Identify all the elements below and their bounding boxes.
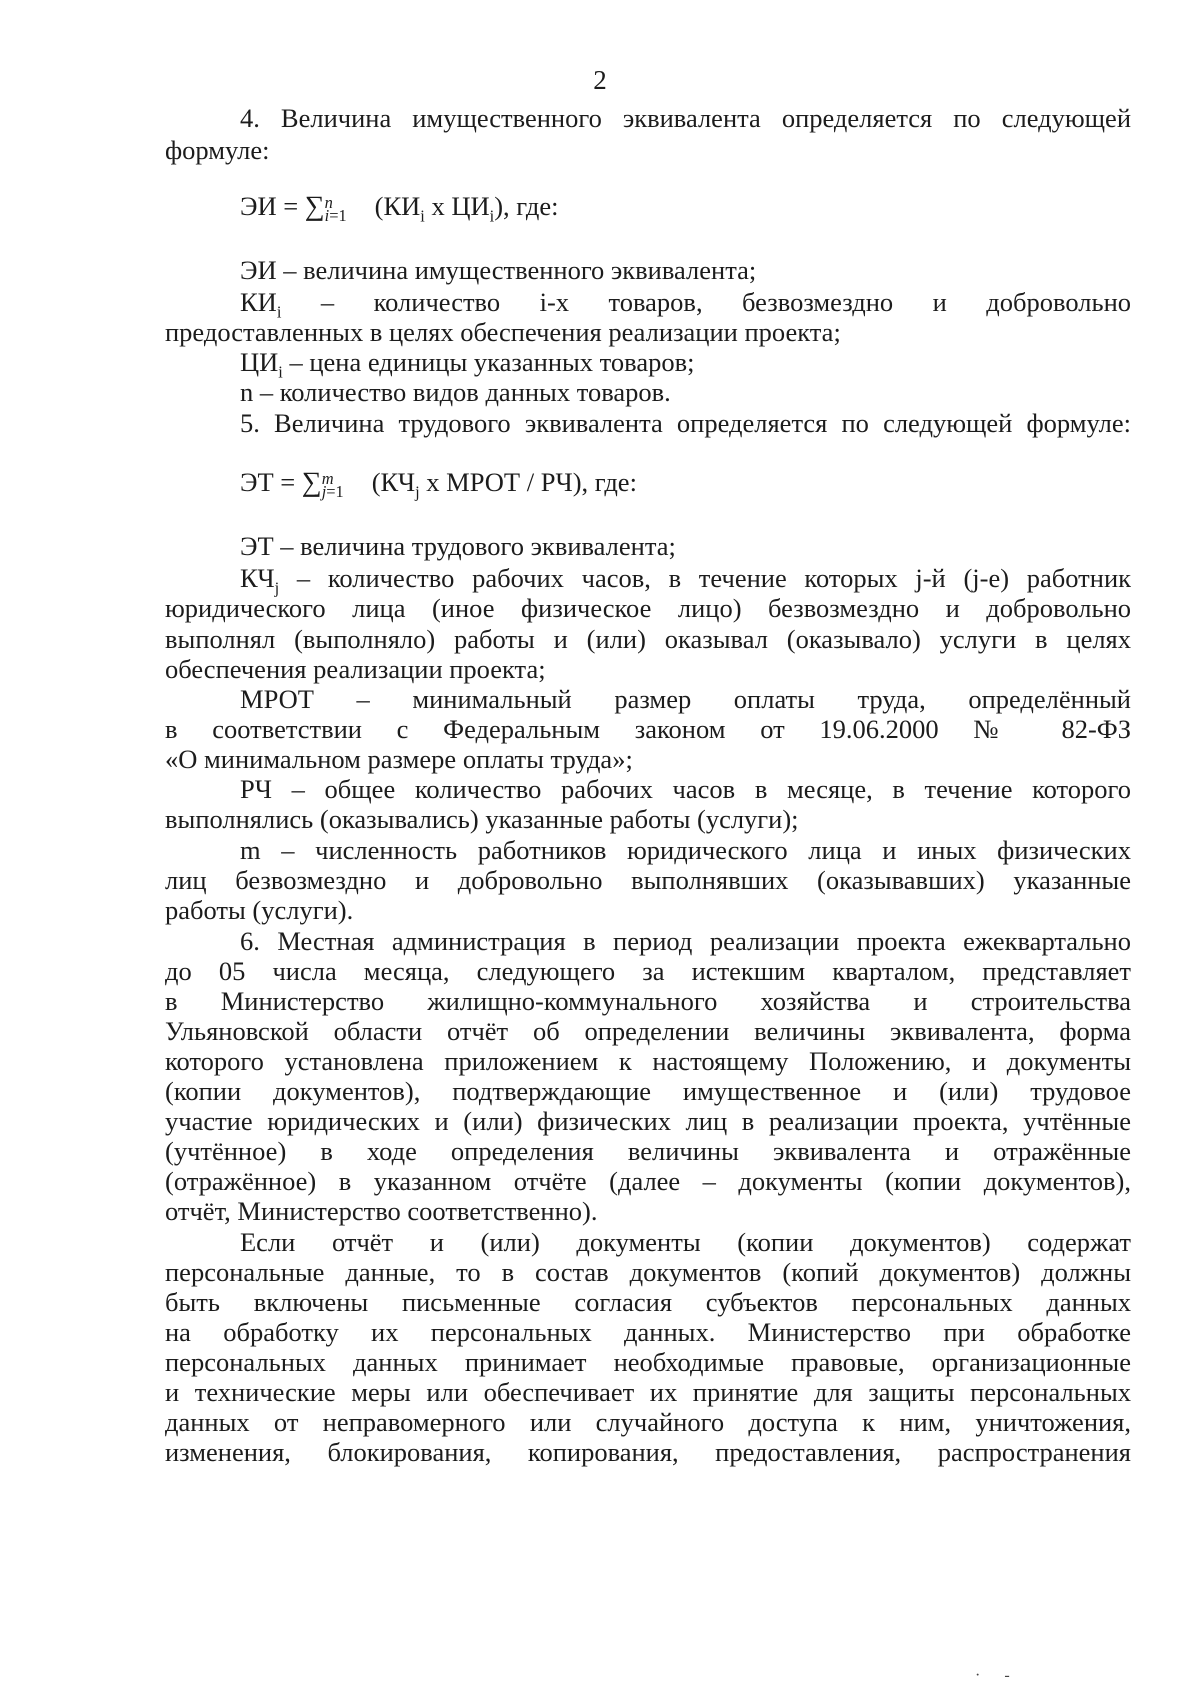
paragraph-6-line: в Министерство жилищно-коммунального хозяйства и строительства	[165, 986, 1131, 1016]
paragraph-4-line: формуле:	[165, 135, 270, 165]
sum-upper-limit: n	[324, 192, 333, 212]
paragraph-6-line: Ульяновской области отчёт об определении величины эквивалента, форма	[165, 1016, 1131, 1046]
formula-labor-equivalent: ЭТ = ∑ m j=1 ($КЧ_j$ x МРОТ / РЧ), где:	[240, 467, 637, 502]
paragraph-7-line: изменения, блокирования, копирования, предоставления, распространения	[165, 1437, 1131, 1467]
formula-property-equivalent: ЭИ = ∑ n i=1 ($КИ_i$ x $ЦИ_i$), где:	[240, 191, 559, 226]
paragraph-5-line: 5. Величина трудового эквивалента определяется по следующей формуле:	[240, 408, 1131, 438]
paragraph-7-line: персональных данных принимает необходимые правовые, организационные	[165, 1347, 1131, 1377]
definition-line: ЭИ – величина имущественного эквивалента;	[240, 255, 757, 285]
definition-line: выполнялись (оказывались) указанные работы (услуги);	[165, 804, 799, 834]
definition-line: обеспечения реализации проекта;	[165, 654, 546, 684]
definition-line: n – количество видов данных товаров.	[240, 377, 671, 407]
sum-limits	[325, 193, 375, 225]
sum-lower-limit: i=1	[324, 206, 347, 226]
paragraph-7-line: Если отчёт и (или) документы (копии документов) содержат	[240, 1227, 1131, 1257]
definition-line: $КЧ_j$ – количество рабочих часов, в течение которых j-й (j-е) работник	[240, 563, 1131, 598]
sum-limits	[322, 469, 372, 501]
definition-line: лиц безвозмездно и добровольно выполнявших (оказывавших) указанные	[165, 865, 1131, 895]
paragraph-6-line: (учтённое) в ходе определения величины эквивалента и отражённые	[165, 1136, 1131, 1166]
sum-upper-limit: m	[321, 468, 334, 488]
sum-symbol: ∑	[304, 191, 325, 222]
definition-line: работы (услуги).	[165, 895, 354, 925]
formula-lhs: ЭИ =	[240, 191, 305, 221]
page-number: 2	[593, 65, 607, 95]
definition-line: «О минимальном размере оплаты труда»;	[165, 744, 633, 774]
paragraph-6-line: 6. Местная администрация в период реализации проекта ежеквартально	[240, 926, 1131, 956]
paragraph-6-line: (отражённое) в указанном отчёте (далее – документы (копии документов),	[165, 1166, 1131, 1196]
paragraph-6-line: (копии документов), подтверждающие имущественное и (или) трудовое	[165, 1076, 1131, 1106]
scan-specks: · ‑	[975, 1667, 1010, 1684]
definition-line: ЭТ – величина трудового эквивалента;	[240, 531, 676, 561]
definition-line: m – численность работников юридического лица и иных физических	[240, 835, 1131, 865]
definition-line: РЧ – общее количество рабочих часов в месяце, в течение которого	[240, 774, 1131, 804]
definition-line: предоставленных в целях обеспечения реализации проекта;	[165, 317, 841, 347]
definition-line: $ЦИ_i$ – цена единицы указанных товаров;	[240, 347, 695, 382]
paragraph-6-line: участие юридических и (или) физических лиц в реализации проекта, учтённые	[165, 1106, 1131, 1136]
paragraph-4-line: 4. Величина имущественного эквивалента определяется по следующей	[240, 103, 1131, 133]
paragraph-7-line: данных от неправомерного или случайного доступа к ним, уничтожения,	[165, 1407, 1131, 1437]
paragraph-7-line: быть включены письменные согласия субъектов персональных данных	[165, 1287, 1131, 1317]
definition-line: выполнял (выполняло) работы и (или) оказывал (оказывало) услуги в целях	[165, 624, 1131, 654]
paragraph-7-line: на обработку их персональных данных. Министерство при обработке	[165, 1317, 1131, 1347]
definition-line: $КИ_i$ – количество i-х товаров, безвозмездно и добровольно	[240, 287, 1131, 322]
paragraph-7-line: и технические меры или обеспечивает их принятие для защиты персональных	[165, 1377, 1131, 1407]
paragraph-6-line: до 05 числа месяца, следующего за истекшим кварталом, представляет	[165, 956, 1131, 986]
definition-line: МРОТ – минимальный размер оплаты труда, определённый	[240, 684, 1131, 714]
paragraph-6-line: отчёт, Министерство соответственно).	[165, 1196, 598, 1226]
definition-line: в соответствии с Федеральным законом от 19.06.2000 № 82-ФЗ	[165, 714, 1131, 744]
definition-line: юридического лица (иное физическое лицо) безвозмездно и добровольно	[165, 593, 1131, 623]
formula-lhs: ЭТ =	[240, 467, 302, 497]
paragraph-7-line: персональные данные, то в состав документов (копий документов) должны	[165, 1257, 1131, 1287]
paragraph-6-line: которого установлена приложением к настоящему Положению, и документы	[165, 1046, 1131, 1076]
sum-lower-limit: j=1	[321, 482, 344, 502]
sum-symbol: ∑	[301, 467, 322, 498]
